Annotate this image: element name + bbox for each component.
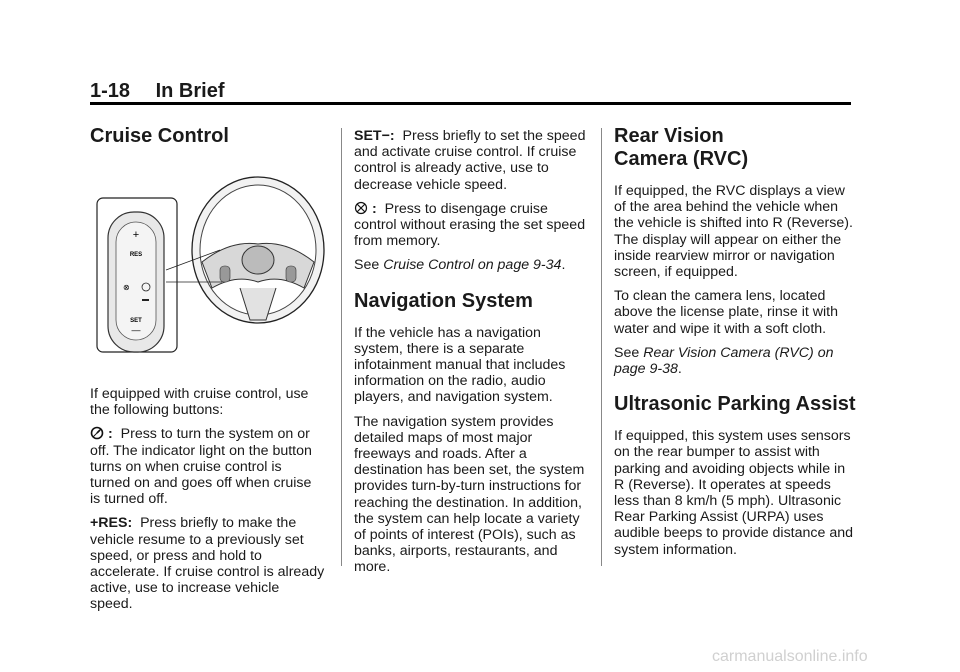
column-3 xyxy=(614,125,859,566)
see-suffix: . xyxy=(677,361,682,378)
cruise-onoff-item xyxy=(90,426,325,507)
cruise-see-reference xyxy=(354,257,589,273)
cruise-control-figure xyxy=(90,170,330,364)
rvc-heading-line-2: Camera (RVC) xyxy=(614,148,749,170)
column-2 xyxy=(354,128,589,584)
urpa-paragraph: If equipped, this system uses sensors on the rear bumper to assist with parking and avoiding objects while in R (Reverse). It operates at speeds less than 8 km/h (5 mph). Ultrasonic Rear Parking Assist (URPA) uses audible beeps to provide distance and system information. xyxy=(614,428,853,558)
rvc-see-reference xyxy=(614,345,859,377)
see-prefix: See xyxy=(354,257,380,274)
cruise-page-reference: Cruise Control on page 9-34 xyxy=(383,257,562,274)
section-title: In Brief xyxy=(155,80,225,102)
see-suffix: . xyxy=(561,257,566,274)
rvc-paragraph-1: If equipped, the RVC displays a view of the area behind the vehicle when the vehicle is shifted into R (Reverse). The display will appear on either the inside rearview mirror or navigation screen, if equipped. xyxy=(614,183,853,281)
rvc-paragraph-2: To clean the camera lens, located above the license plate, rinse it with water and wipe it with a soft cloth. xyxy=(614,288,838,337)
cruise-res-item xyxy=(90,515,325,612)
cruise-cancel-item xyxy=(354,201,589,250)
res-text: Press briefly to make the vehicle resume to a previously set speed, or press and hold to accelerate. If cruise control is already active, use to increase vehicle speed. xyxy=(90,515,325,613)
cruise-onoff-icon xyxy=(90,426,104,440)
watermark: carmanualsonline.info xyxy=(712,648,868,665)
figure-res-label: RES xyxy=(129,252,143,258)
urpa-heading: Ultrasonic Parking Assist xyxy=(614,393,856,416)
column-divider xyxy=(341,128,342,566)
header-rule xyxy=(90,102,851,105)
cruise-cancel-icon xyxy=(354,201,368,215)
svg-text:⊗: ⊗ xyxy=(123,283,130,292)
see-prefix: See xyxy=(614,344,640,361)
navigation-paragraph-1: If the vehicle has a navigation system, there is a separate infotainment manual that includes information on the radio, audio players, and navigation system. xyxy=(354,324,566,406)
steering-wheel-illustration xyxy=(90,170,330,364)
svg-text:+: + xyxy=(132,229,140,241)
page-number: 1-18 xyxy=(90,80,131,102)
cruise-intro: If equipped with cruise control, use the following buttons: xyxy=(90,386,309,419)
res-label: +RES: xyxy=(90,515,133,532)
column-divider xyxy=(601,128,602,566)
rvc-page-reference: Rear Vision Camera (RVC) on page 9-38 xyxy=(614,344,834,378)
cruise-set-item xyxy=(354,128,589,193)
set-label: SET−: xyxy=(354,128,395,144)
navigation-paragraph-2: The navigation system provides detailed maps of most major freeways and roads. After a destination has been set, the system provides turn-by-turn instructions for reaching the destination. In addition, the system can help locate a variety of points of interest (POIs), such as banks, airports, restaurants, and more. xyxy=(354,413,585,576)
column-1 xyxy=(90,125,325,621)
rvc-heading xyxy=(614,125,859,171)
cancel-text: Press to disengage cruise control without erasing the set speed from memory. xyxy=(354,200,586,250)
cancel-label: : xyxy=(372,200,377,217)
onoff-text: Press to turn the system on or off. The indicator light on the button turns on when cruise control is turned on and goes off when cruise is turned off. xyxy=(90,426,312,508)
navigation-heading: Navigation System xyxy=(354,289,533,312)
rvc-heading-line-1: Rear Vision xyxy=(614,125,724,147)
onoff-label: : xyxy=(108,426,113,443)
svg-text:—: — xyxy=(131,325,141,335)
figure-set-label: SET xyxy=(130,318,142,324)
page-header xyxy=(90,80,850,102)
set-text: Press briefly to set the speed and activate cruise control. If cruise control is already active, use to decrease vehicle speed. xyxy=(354,128,586,193)
cruise-control-heading: Cruise Control xyxy=(90,125,229,147)
